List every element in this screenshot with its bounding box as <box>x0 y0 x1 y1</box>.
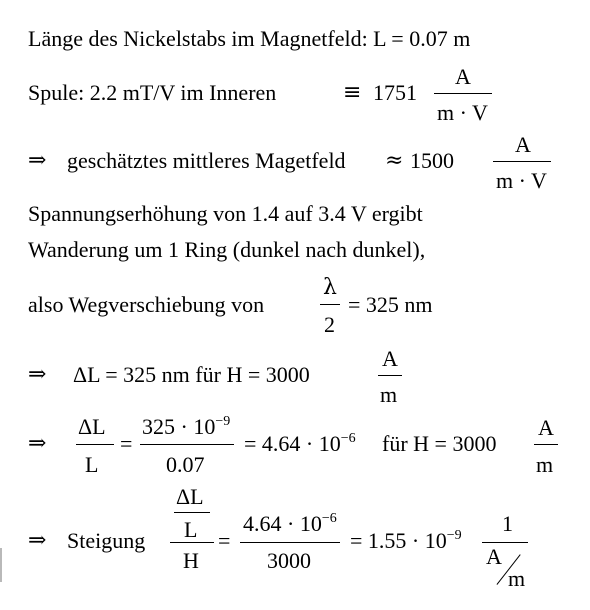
delta-l-statement: ΔL = 325 nm für H = 3000 <box>73 362 310 387</box>
slope-unit-numerator: 1 <box>502 511 513 536</box>
slope-calc-denominator: 3000 <box>267 548 311 573</box>
slope-inner-bar <box>174 512 210 513</box>
strain-calc-numerator: $325 \cdot 10^{-9}$ <box>142 414 231 439</box>
approx-symbol: ≈ <box>385 148 404 173</box>
equals-sign: = <box>218 528 231 553</box>
line-ring-shift: Wanderung um 1 Ring (dunkel nach dunkel), <box>28 237 426 262</box>
line-path-shift: also Wegverschiebung von <box>28 292 265 317</box>
coil-value: 1751 <box>373 80 417 105</box>
lambda-fraction-bar <box>320 304 340 305</box>
line-coil-text: Spule: 2.2 mT/V im Inneren <box>28 80 277 105</box>
implies-arrow-icon: ⇒ <box>28 431 47 456</box>
slope-calc-numerator: $4.64 \cdot 10^{-6}$ <box>243 511 337 536</box>
slope-calc-bar <box>240 542 340 543</box>
coil-unit-bar <box>434 93 492 94</box>
slope-h-denominator: H <box>183 548 199 573</box>
field-unit-bar <box>493 161 551 162</box>
equiv-symbol: ≡ <box>343 80 362 105</box>
strain-result: = $4.64 \cdot 10^{-6}$ <box>244 431 356 456</box>
slope-result: = $1.55 \cdot 10^{-9}$ <box>350 528 462 553</box>
implies-arrow-icon: ⇒ <box>28 362 47 387</box>
line-voltage-increase: Spannungserhöhung von 1.4 auf 3.4 V ergibt <box>28 201 423 226</box>
coil-unit-denominator: m · V <box>437 100 488 125</box>
strain-h-unit-numerator: A <box>538 415 554 440</box>
strain-fraction-bar <box>76 444 114 445</box>
h-unit-numerator: A <box>382 346 398 371</box>
line-estimated-field: geschätztes mittleres Magetfeld <box>67 148 346 173</box>
strain-numerator: ΔL <box>78 414 106 439</box>
h-unit-bar <box>378 375 402 376</box>
field-unit-denominator: m · V <box>496 168 547 193</box>
implies-arrow-icon: ⇒ <box>28 528 47 553</box>
equals-sign: = <box>120 431 133 456</box>
slope-inner-numerator: ΔL <box>176 484 204 509</box>
strain-denominator: L <box>85 452 99 477</box>
strain-h-unit-bar <box>534 444 558 445</box>
slope-unit-m: m <box>508 566 526 591</box>
slope-unit-a: A <box>486 544 502 569</box>
implies-arrow-icon: ⇒ <box>28 148 47 173</box>
strain-field-condition: für H = 3000 <box>382 431 497 456</box>
coil-unit-numerator: A <box>455 64 471 89</box>
path-shift-result: = 325 nm <box>348 292 433 317</box>
field-unit-numerator: A <box>515 132 531 157</box>
strain-h-unit-denominator: m <box>536 452 554 477</box>
field-value: 1500 <box>410 148 454 173</box>
h-unit-denominator: m <box>380 382 398 407</box>
slope-main-bar <box>170 542 214 543</box>
strain-calc-bar <box>140 444 234 445</box>
slope-inner-denominator: L <box>184 517 198 542</box>
lambda-numerator: λ <box>323 275 337 300</box>
left-edge-mark <box>0 548 2 582</box>
lambda-denominator: 2 <box>324 312 335 337</box>
slope-label: Steigung <box>67 528 146 553</box>
strain-calc-denominator: 0.07 <box>166 452 205 477</box>
line-stab-length: Länge des Nickelstabs im Magnetfeld: L = 0.07 m <box>28 26 471 51</box>
